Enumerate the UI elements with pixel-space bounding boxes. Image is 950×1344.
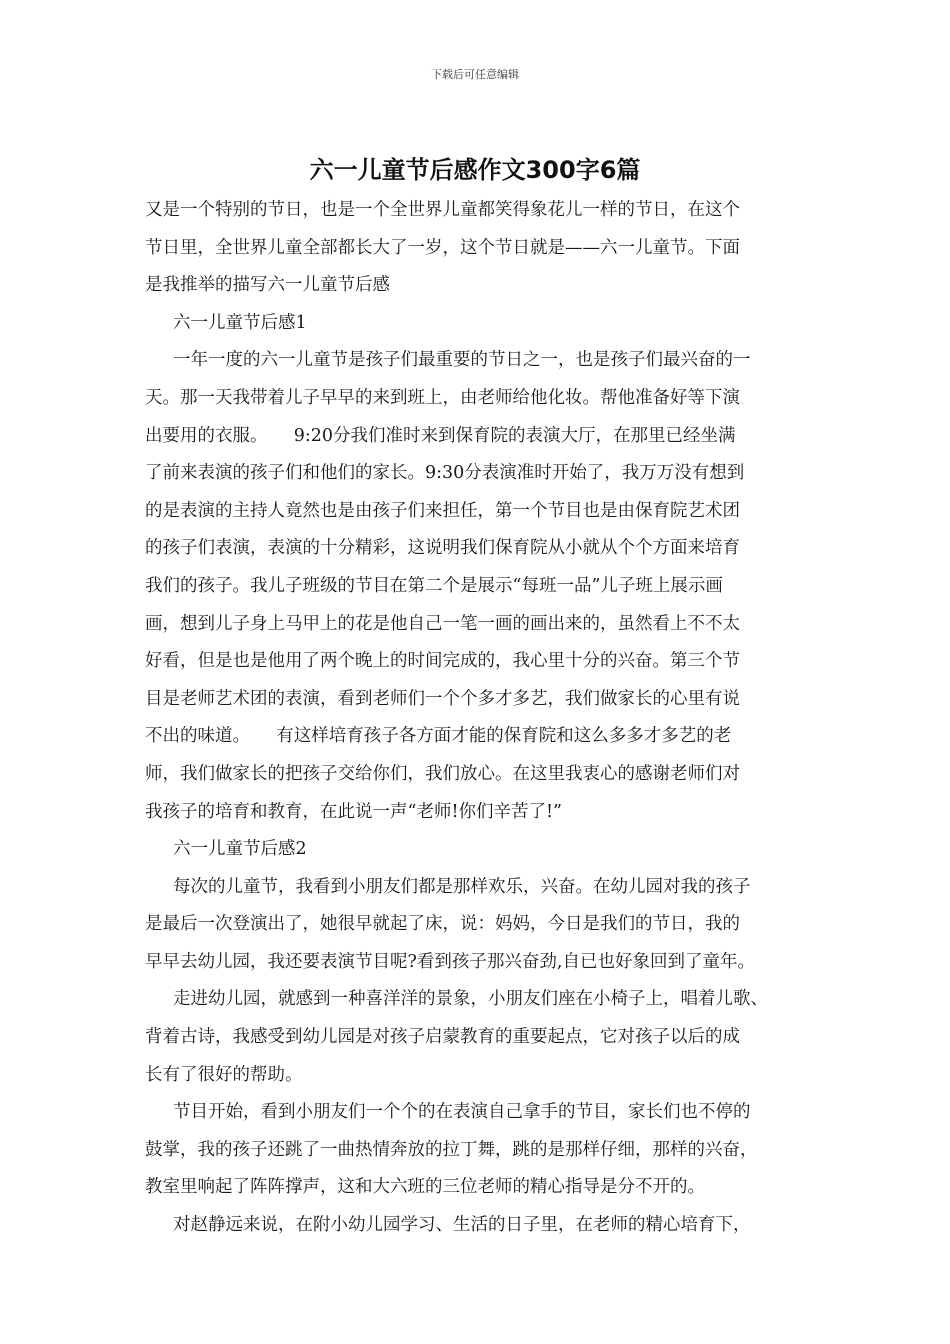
text-line: 早早去幼儿园，我还要表演节目呢?看到孩子那兴奋劲,自已也好象回到了童年。 [145,951,755,972]
text-line: 一年一度的六一儿童节是孩子们最重要的节日之一，也是孩子们最兴奋的一 [173,350,751,371]
text-line: 对赵静远来说，在附小幼儿园学习、生活的日子里，在老师的精心培育下， [173,1215,751,1236]
text-line: 长有了很好的帮助。 [145,1064,303,1085]
text-line: 好看，但是也是他用了两个晚上的时间完成的，我心里十分的兴奋。第三个节 [145,651,740,672]
text-line: 是我推举的描写六一儿童节后感 [145,275,390,296]
text-line: 天。那一天我带着儿子早早的来到班上，由老师给他化妆。帮他准备好等下演 [145,387,740,408]
text-line: 教室里响起了阵阵撑声，这和大六班的三位老师的精心指导是分不开的。 [145,1177,705,1198]
text-line: 六一儿童节后感1 [173,312,307,333]
text-line: 是最后一次登演出了，她很早就起了床，说：妈妈，今日是我们的节日，我的 [145,914,740,935]
text-line: 不出的味道。 有这样培育孩子各方面才能的保育院和这么多多才多艺的老 [145,726,732,747]
text-line: 的孩子们表演，表演的十分精彩，这说明我们保育院从小就从个个方面来培育 [145,538,740,559]
text-line: 画，想到儿子身上马甲上的花是他自己一笔一画的画出来的，虽然看上不不太 [145,613,740,634]
text-line: 每次的儿童节，我看到小朋友们都是那样欢乐，兴奋。在幼儿园对我的孩子 [173,876,751,897]
text-line: 背着古诗，我感受到幼儿园是对孩子启蒙教育的重要起点，它对孩子以后的成 [145,1027,740,1048]
text-line: 出要用的衣服。 9:20分我们准时来到保育院的表演大厅，在那里已经坐满 [145,425,736,446]
document-body [145,192,817,1245]
text-line: 又是一个特别的节日，也是一个全世界儿童都笑得象花儿一样的节日，在这个 [145,200,740,220]
text-line: 了前来表演的孩子们和他们的家长。9:30分表演准时开始了，我万万没有想到 [145,463,745,484]
text-line: 鼓掌，我的孩子还跳了一曲热情奔放的拉丁舞，跳的是那样仔细，那样的兴奋， [145,1139,758,1160]
text-line: 师，我们做家长的把孩子交给你们，我们放心。在这里我衷心的感谢老师们对 [145,763,740,784]
text-line: 节日里，全世界儿童全部都长大了一岁，这个节日就是——六一儿童节。下面 [145,237,740,258]
header-note: 下载后可任意编辑 [431,68,519,81]
document-title: 六一儿童节后感作文300字6篇 [309,156,641,184]
text-line: 目是老师艺术团的表演，看到老师们一个个多才多艺，我们做家长的心里有说 [145,688,740,709]
text-line: 我孩子的培育和教育，在此说一声“老师!你们辛苦了!” [145,801,562,822]
text-line: 的是表演的主持人竟然也是由孩子们来担任，第一个节目也是由保育院艺术团 [145,500,740,521]
text-line: 我们的孩子。我儿子班级的节目在第二个是展示“每班一品”儿子班上展示画 [145,575,723,596]
text-line: 六一儿童节后感2 [173,839,307,860]
text-line: 走进幼儿园，就感到一种喜洋洋的景象，小朋友们座在小椅子上，唱着儿歌、 [173,989,768,1010]
text-line: 节目开始，看到小朋友们一个个的在表演自己拿手的节目，家长们也不停的 [173,1102,751,1123]
